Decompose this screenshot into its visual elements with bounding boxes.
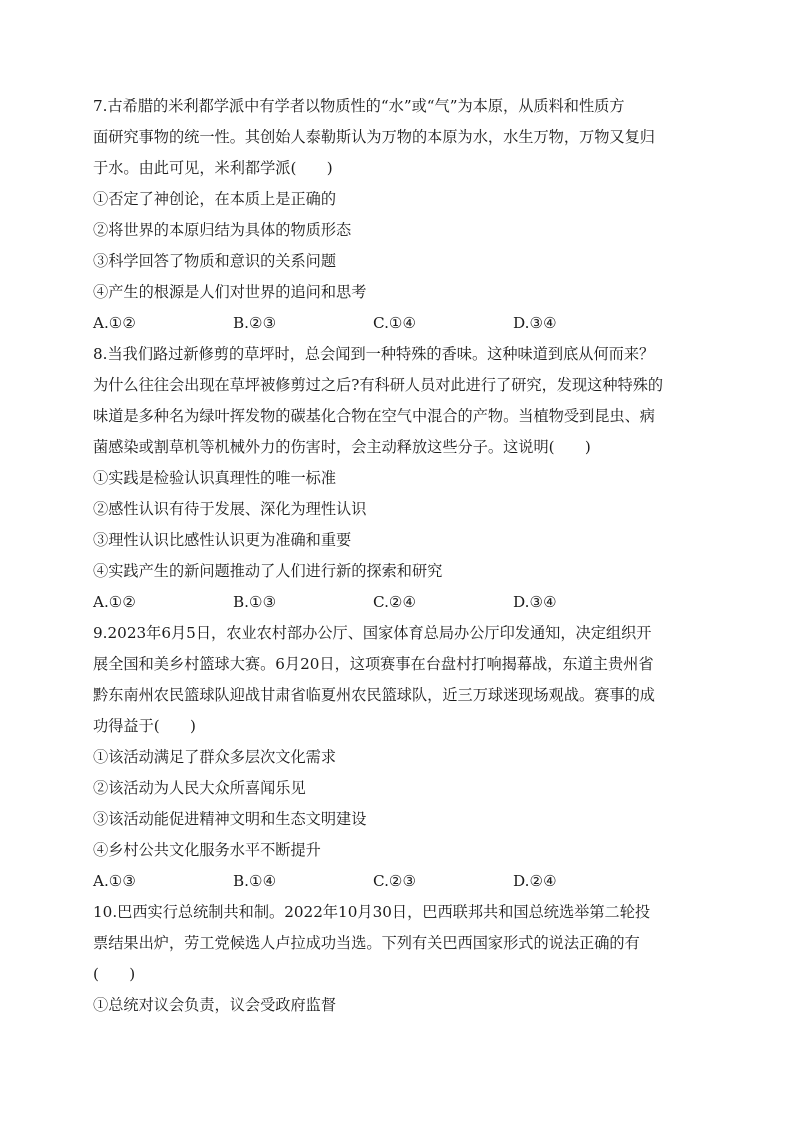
question-9: [93, 618, 703, 897]
question-7: [93, 91, 703, 339]
question-stem-line: 7.古希腊的米利都学派中有学者以物质性的“水”或“气”为本原，从质料和性质方: [93, 97, 625, 115]
question-stem-line: 功得益于( ): [93, 717, 196, 735]
answer-choices: [93, 308, 703, 339]
statement-item: ②将世界的本原归结为具体的物质形态: [93, 221, 352, 239]
question-stem-line: 味道是多种名为绿叶挥发物的碳基化合物在空气中混合的产物。当植物受到昆虫、病: [93, 407, 655, 425]
statement-item: ①该活动满足了群众多层次文化需求: [93, 748, 336, 766]
question-stem-line: 黔东南州农民篮球队迎战甘肃省临夏州农民篮球队，近三万球迷现场观战。赛事的成: [93, 686, 655, 704]
statement-item: ④实践产生的新问题推动了人们进行新的探索和研究: [93, 562, 443, 580]
statement-item: ②该活动为人民大众所喜闻乐见: [93, 779, 306, 797]
answer-choices: [93, 587, 703, 618]
statement-item: ④乡村公共文化服务水平不断提升: [93, 841, 321, 859]
choice-b: B.①③: [233, 593, 277, 611]
statement-item: ②感性认识有待于发展、深化为理性认识: [93, 500, 367, 518]
question-stem-line: 9.2023年6月5日，农业农村部办公厅、国家体育总局办公厅印发通知，决定组织开: [93, 624, 652, 642]
statement-item: ①否定了神创论，在本质上是正确的: [93, 190, 336, 208]
answer-choices: [93, 866, 703, 897]
question-stem-line: 面研究事物的统一性。其创始人泰勒斯认为万物的本原为水，水生万物，万物又复归: [93, 128, 655, 146]
question-stem-line: ( ): [93, 965, 136, 983]
choice-c: C.②③: [373, 872, 417, 890]
question-stem-line: 8.当我们路过新修剪的草坪时，总会闻到一种特殊的香味。这种味道到底从何而来？: [93, 345, 655, 363]
choice-d: D.③④: [513, 314, 557, 332]
question-stem-line: 为什么往往会出现在草坪被修剪过之后?有科研人员对此进行了研究，发现这种特殊的: [93, 376, 664, 394]
choice-d: D.②④: [513, 872, 557, 890]
choice-d: D.③④: [513, 593, 557, 611]
statement-item: ④产生的根源是人们对世界的追问和思考: [93, 283, 367, 301]
choice-a: A.①②: [93, 314, 137, 332]
question-stem-line: 于水。由此可见，米利都学派( ): [93, 159, 333, 177]
statement-item: ①总统对议会负责，议会受政府监督: [93, 996, 336, 1014]
question-10: [93, 897, 703, 1021]
choice-b: B.①④: [233, 872, 277, 890]
statement-item: ①实践是检验认识真理性的唯一标准: [93, 469, 336, 487]
statement-item: ③科学回答了物质和意识的关系问题: [93, 252, 336, 270]
choice-b: B.②③: [233, 314, 277, 332]
question-stem-line: 菌感染或割草机等机械外力的伤害时，会主动释放这些分子。这说明( ): [93, 438, 591, 456]
question-stem-line: 10.巴西实行总统制共和制。2022年10月30日，巴西联邦共和国总统选举第二轮投: [93, 903, 651, 921]
choice-c: C.①④: [373, 314, 417, 332]
choice-a: A.①③: [93, 872, 137, 890]
statement-item: ③该活动能促进精神文明和生态文明建设: [93, 810, 367, 828]
question-8: [93, 339, 703, 618]
question-stem-line: 展全国和美乡村篮球大赛。6月20日，这项赛事在台盘村打响揭幕战，东道主贵州省: [93, 655, 654, 673]
question-stem-line: 票结果出炉，劳工党候选人卢拉成功当选。下列有关巴西国家形式的说法正确的有: [93, 934, 640, 952]
choice-c: C.②④: [373, 593, 417, 611]
choice-a: A.①②: [93, 593, 137, 611]
statement-item: ③理性认识比感性认识更为准确和重要: [93, 531, 352, 549]
